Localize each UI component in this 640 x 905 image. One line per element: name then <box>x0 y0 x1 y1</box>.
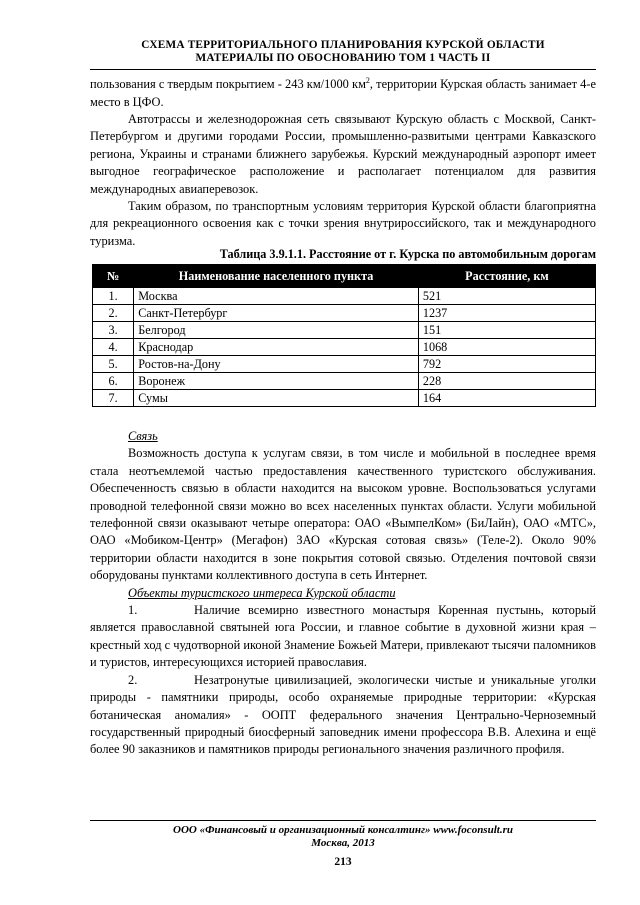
column-header-number: № <box>93 265 134 288</box>
row-city: Москва <box>134 288 419 305</box>
communications-heading: Связь <box>128 429 158 443</box>
row-number: 6. <box>93 373 134 390</box>
page-number: 213 <box>334 856 352 868</box>
footer-city-year: Москва, 2013 <box>311 837 375 849</box>
row-distance: 228 <box>418 373 595 390</box>
column-header-distance: Расстояние, км <box>418 265 595 288</box>
header-subtitle: МАТЕРИАЛЫ ПО ОБОСНОВАНИЮ ТОМ 1 ЧАСТЬ II <box>195 52 491 64</box>
footer-company: ООО «Финансовый и организационный консалтинг» www.foconsult.ru <box>173 824 513 836</box>
distance-table <box>92 264 596 407</box>
item-number: 2. <box>128 672 138 687</box>
table-header-row <box>93 265 596 288</box>
table-row <box>93 288 596 305</box>
row-city: Краснодар <box>134 339 419 356</box>
table-caption: Таблица 3.9.1.1. Расстояние от г. Курска по автомобильным дорогам <box>219 247 596 261</box>
row-city: Белгород <box>134 322 419 339</box>
intro-p1-text: пользования с твердым покрытием - 243 км/1000 км <box>90 77 366 92</box>
row-city: Воронеж <box>134 373 419 390</box>
footer-divider <box>90 820 596 821</box>
item-text: Незатронутые цивилизацией, экологически чистые и уникальные уголки природы - памятники природы, особо охраняемые природные территории: «Курская ботаническая аномалия» - ООПТ федерального значения Центрально-Черноземный государственный природный биосферный заповедник имени профессора В.В. Алехина и ещё более 90 заказников и памятников природы регионального значения различного профиля. <box>90 672 596 757</box>
tourist-object-item-2 <box>90 672 596 759</box>
row-number: 4. <box>93 339 134 356</box>
row-number: 7. <box>93 390 134 407</box>
item-number: 1. <box>128 603 138 618</box>
superscript-2: 2 <box>365 76 370 85</box>
intro-p1-text-end: , территории Курская область занимает 4-е место в ЦФО. <box>90 77 596 109</box>
communications-paragraph: Возможность доступа к услугам связи, в том числе и мобильной в последнее время стала неотъемлемой частью предоставления качественного туристского обслуживания. Обеспеченность связью в области находится на высоком уровне. Воспользоваться услугами проводной телефонной связи можно во всех населенных пунктах области. Услуги мобильной телефонной связи оказывают четыре оператора: ОАО «ВымпелКом» (БиЛайн), ОАО «МТС», ОАО «Мобиком-Центр» (Мегафон) ЗАО «Курская сотовая связь» (Теле-2). Около 90% территории области находится в зоне покрытия сотовой связью. Отделения почтовой связи оборудованы пунктами коллективного доступа в сеть Интернет. <box>90 446 596 583</box>
row-city: Санкт-Петербург <box>134 305 419 322</box>
tourist-objects-heading: Объекты туристского интереса Курской области <box>128 585 396 600</box>
row-number: 5. <box>93 356 134 373</box>
table-row <box>93 373 596 390</box>
table-row <box>93 390 596 407</box>
row-distance: 164 <box>418 390 595 407</box>
row-city: Сумы <box>134 390 419 407</box>
intro-paragraph-2: Автотрассы и железнодорожная сеть связывают Курскую область с Москвой, Санкт-Петербургом и другими городами России, промышленно-развитыми центрами Кавказского региона, Украины и странами ближнего зарубежья. Курский международный аэропорт имеет выгодное географическое расположение и располагает потенциалом для развития международных авиаперевозок. <box>90 111 596 196</box>
column-header-name: Наименование населенного пункта <box>134 265 419 288</box>
table-row <box>93 305 596 322</box>
row-distance: 521 <box>418 288 595 305</box>
header-title: СХЕМА ТЕРРИТОРИАЛЬНОГО ПЛАНИРОВАНИЯ КУРСКОЙ ОБЛАСТИ <box>141 39 545 51</box>
intro-paragraph-1 <box>90 72 596 111</box>
row-distance: 792 <box>418 356 595 373</box>
intro-paragraph-3: Таким образом, по транспортным условиям территория Курской области благоприятна для рекреационного освоения как с точки зрения внутрироссийского, так и международного туризма. <box>90 198 596 248</box>
item-text: Наличие всемирно известного монастыря Коренная пустынь, который является православной святыней юга России, и главное событие в духовной жизни края – крестный ход с чудотворной иконой Знамение Божьей Матери, привлекают тысячи паломников и туристов, интересующихся историей православия. <box>90 603 596 670</box>
table-row <box>93 339 596 356</box>
tourist-object-item-1 <box>90 602 596 672</box>
header-divider <box>90 69 596 70</box>
row-number: 1. <box>93 288 134 305</box>
row-city: Ростов-на-Дону <box>134 356 419 373</box>
communications-section <box>90 428 596 759</box>
row-number: 3. <box>93 322 134 339</box>
row-distance: 1068 <box>418 339 595 356</box>
row-distance: 151 <box>418 322 595 339</box>
row-distance: 1237 <box>418 305 595 322</box>
table-row <box>93 356 596 373</box>
row-number: 2. <box>93 305 134 322</box>
intro-section <box>90 72 596 250</box>
table-row <box>93 322 596 339</box>
